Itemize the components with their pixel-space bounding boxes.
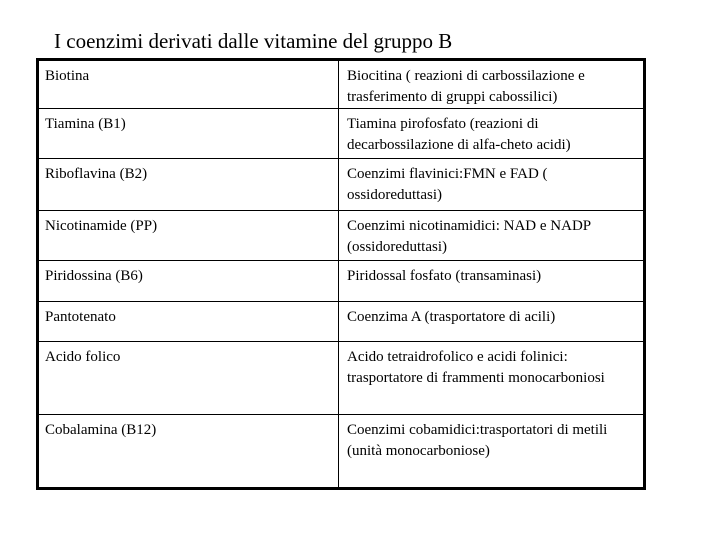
coenzyme-cell: Tiamina pirofosfato (reazioni di decarbossilazione di alfa-cheto acidi) (339, 109, 645, 159)
vitamin-cell: Pantotenato (38, 302, 339, 342)
coenzyme-cell: Piridossal fosfato (transaminasi) (339, 261, 645, 302)
table-row (38, 302, 645, 342)
coenzyme-cell: Coenzimi nicotinamidici: NAD e NADP (ossidoreduttasi) (339, 211, 645, 261)
coenzyme-cell: Coenzimi flavinici:FMN e FAD ( ossidoreduttasi) (339, 159, 645, 211)
vitamin-cell: Cobalamina (B12) (38, 415, 339, 489)
table-row (38, 60, 645, 109)
coenzyme-cell: Coenzimi cobamidici:trasportatori di metili (unità monocarboniose) (339, 415, 645, 489)
coenzyme-cell: Acido tetraidrofolico e acidi folinici: trasportatore di frammenti monocarboniosi (339, 342, 645, 415)
coenzyme-cell: Biocitina ( reazioni di carbossilazione e trasferimento di gruppi cabossilici) (339, 60, 645, 109)
vitamin-cell: Riboflavina (B2) (38, 159, 339, 211)
table-row (38, 342, 645, 415)
vitamin-cell: Tiamina (B1) (38, 109, 339, 159)
page-title: I coenzimi derivati dalle vitamine del gruppo B (54, 29, 453, 53)
vitamin-cell: Biotina (38, 60, 339, 109)
table-row (38, 261, 645, 302)
table-row (38, 159, 645, 211)
table-row (38, 415, 645, 489)
vitamin-cell: Acido folico (38, 342, 339, 415)
vitamin-cell: Piridossina (B6) (38, 261, 339, 302)
vitamin-coenzyme-table (36, 58, 646, 490)
table-row (38, 109, 645, 159)
vitamin-cell: Nicotinamide (PP) (38, 211, 339, 261)
table-row (38, 211, 645, 261)
coenzyme-cell: Coenzima A (trasportatore di acili) (339, 302, 645, 342)
